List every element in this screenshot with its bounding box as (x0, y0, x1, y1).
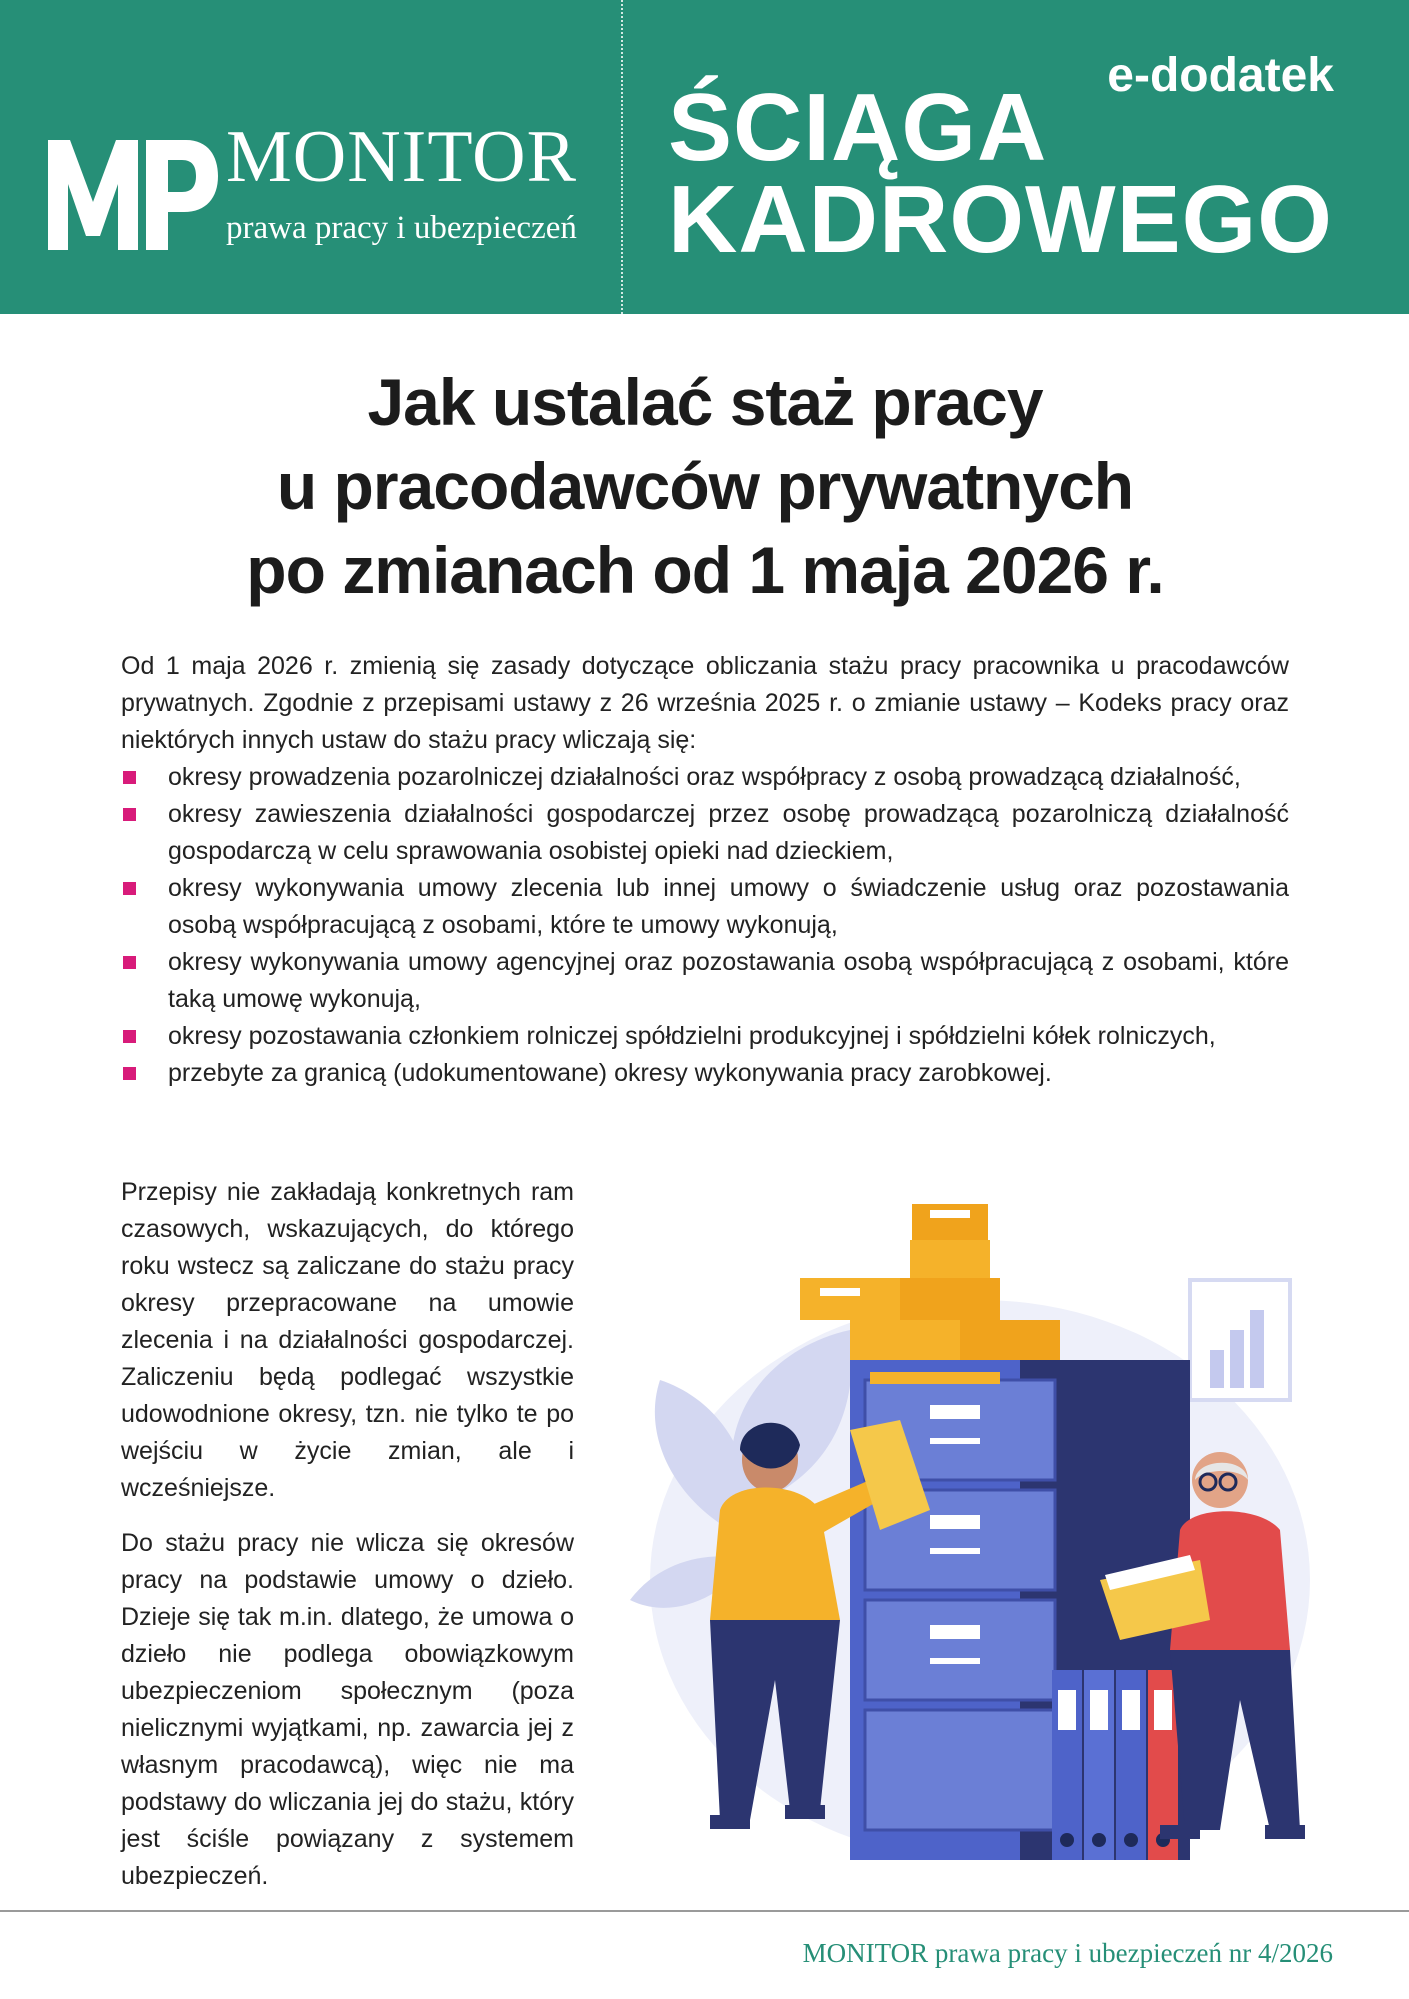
list-item: okresy wykonywania umowy zlecenia lub innej umowy o świadczenie usług oraz pozostawania osobą współpracującą z osobami, które te umowy wykonują, (121, 870, 1289, 944)
list-item: okresy pozostawania członkiem rolniczej spółdzielni produkcyjnej i spółdzielni kółek rolniczych, (121, 1018, 1289, 1055)
filing-cabinet-illustration (600, 1180, 1360, 1880)
article-title (100, 360, 1310, 612)
body-paragraph-1: Przepisy nie zakładają konkretnych ram czasowych, wskazujących, do którego roku wstecz są zaliczane do stażu pracy okresy przepracowane na umowie zlecenia i na działalności gospodarczej. Zaliczeniu będą podlegać wszystkie udowodnione okresy, tzn. nie tylko te po wejściu w życie zmian, ale i wcześniejsze. (121, 1178, 574, 1502)
article-title-line3: po zmianach od 1 maja 2026 r. (246, 533, 1164, 607)
footer-issue-label: MONITOR prawa pracy i ubezpieczeń nr 4/2026 (802, 1938, 1333, 1968)
mp-logo-icon (48, 132, 218, 250)
list-item: przebyte za granicą (udokumentowane) okresy wykonywania pracy zarobkowej. (121, 1055, 1289, 1092)
publication-title-line1: ŚCIĄGA (668, 74, 1048, 181)
bullet-list (121, 759, 1289, 1092)
intro-paragraph: Od 1 maja 2026 r. zmienią się zasady dotyczące obliczania stażu pracy pracownika u pracodawców prywatnych. Zgodnie z przepisami ustawy z 26 września 2025 r. o zmianie ustawy – Kodeks pracy oraz niektórych innych ustaw do stażu pracy wliczają się: (121, 652, 1289, 754)
body-column (121, 1174, 574, 1913)
list-item: okresy zawieszenia działalności gospodarczej przez osobę prowadzącą pozarolniczą działalność gospodarczą w celu sprawowania osobistej opieki nad dzieckiem, (121, 796, 1289, 870)
bullet-square-icon (123, 808, 136, 821)
edodatek-badge: e-dodatek (1107, 49, 1334, 102)
header-banner (0, 0, 1409, 314)
article-title-line2: u pracodawców prywatnych (276, 449, 1134, 523)
list-item: okresy prowadzenia pozarolniczej działalności oraz współpracy z osobą prowadzącą działalność, (121, 759, 1289, 796)
header-divider (621, 0, 623, 314)
bullet-square-icon (123, 882, 136, 895)
logo-subtitle: prawa pracy i ubezpieczeń (226, 210, 577, 246)
bullet-square-icon (123, 1067, 136, 1080)
list-item: okresy wykonywania umowy agencyjnej oraz pozostawania osobą współpracującą z osobami, które taką umowę wykonują, (121, 944, 1289, 1018)
publication-title-line2: KADROWEGO (668, 166, 1333, 273)
bullet-square-icon (123, 771, 136, 784)
bullet-square-icon (123, 956, 136, 969)
article-title-line1: Jak ustalać staż pracy (367, 365, 1043, 439)
body-paragraph-2: Do stażu pracy nie wlicza się okresów pracy na podstawie umowy o dzieło. Dzieje się tak m.in. dlatego, że umowa o dzieło nie podlega obowiązkowym ubezpieczeniom społecznym (poza nielicznymi wyjątkami, np. zawarcia jej z własnym pracodawcą), więc nie ma podstawy do wliczania jej do stażu, który jest ściśle powiązany z systemem ubezpieczeń. (121, 1529, 574, 1890)
logo-name: MONITOR (226, 116, 577, 198)
bullet-square-icon (123, 1030, 136, 1043)
intro-section (121, 648, 1289, 1092)
footer-divider (0, 1910, 1409, 1912)
